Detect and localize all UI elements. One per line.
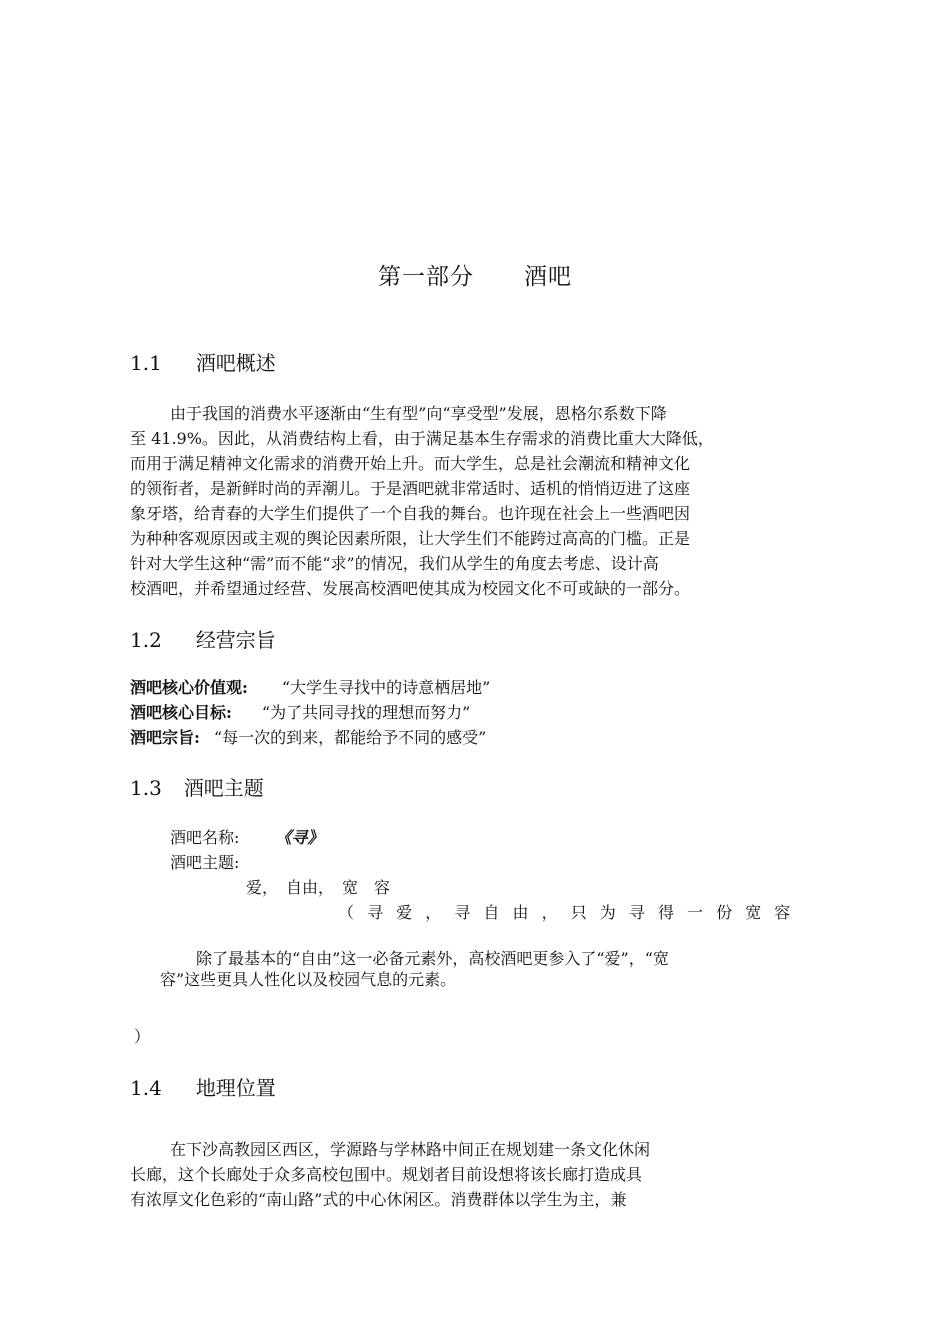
paragraph-line: 校酒吧，并希望通过经营、发展高校酒吧使其成为校园文化不可或缺的一部分。: [130, 579, 691, 598]
title-part: 第一部分: [378, 264, 474, 290]
paragraph-line: 长廊，这个长廊处于众多高校包围中。规划者目前设想将该长廊打造成具: [130, 1165, 643, 1184]
bar-name-row: 酒吧名称: 《寻》: [170, 828, 324, 847]
paragraph-line: 而用于满足精神文化需求的消费开始上升。而大学生，总是社会潮流和精神文化: [130, 454, 691, 473]
paragraph-line: 针对大学生这种“需”而不能“求”的情况，我们从学生的角度去考虑、设计高: [130, 554, 659, 573]
paragraph-line: 象牙塔，给青春的大学生们提供了一个自我的舞台。也许现在社会上一些酒吧因: [130, 504, 691, 523]
paragraph-line: 容”这些更具人性化以及校园气息的元素。: [160, 970, 457, 989]
paragraph-line: 的领衔者，是新鲜时尚的弄潮儿。于是酒吧就非常适时、适机的悄悄迈进了这座: [130, 479, 691, 498]
paragraph-line: 为种种客观原因或主观的舆论因素所限，让大学生们不能跨过高高的门槛。正是: [130, 529, 691, 548]
section-heading-1-1: 1.1 酒吧概述: [130, 351, 276, 375]
bar-theme-label: 酒吧主题:: [170, 853, 240, 872]
mission-item: 酒吧核心价值观: “大学生寻找中的诗意栖居地”: [130, 678, 491, 697]
paragraph-line: 在下沙高教园区西区，学源路与学林路中间正在规划建一条文化休闲: [170, 1140, 651, 1159]
mission-item: 酒吧核心目标: “为了共同寻找的理想而努力”: [130, 703, 471, 722]
paragraph-line: 由于我国的消费水平逐渐由“生有型”向“享受型”发展，恩格尔系数下降: [170, 404, 667, 423]
section-heading-1-3: 1.3 酒吧主题: [130, 776, 264, 800]
section-heading-1-2: 1.2 经营宗旨: [130, 628, 276, 652]
bar-theme-sub: （ 寻 爱 ， 寻 自 由 ， 只 为 寻 得 一 份 宽 容: [338, 903, 795, 922]
paragraph-line: 除了最基本的“自由”这一必备元素外，高校酒吧更参入了“爱”，“宽: [196, 949, 669, 968]
mission-item: 酒吧宗旨: “每一次的到来，都能给予不同的感受”: [130, 728, 487, 747]
section-heading-1-4: 1.4 地理位置: [130, 1076, 276, 1100]
paragraph-line: 至 41.9%。因此，从消费结构上看，由于满足基本生存需求的消费比重大大降低，: [130, 429, 714, 448]
closing-paren: ）: [134, 1027, 151, 1046]
title-name: 酒吧: [524, 264, 572, 290]
page-title: [0, 258, 950, 291]
bar-theme-words: 爱， 自由， 宽 容: [246, 878, 391, 897]
paragraph-line: 有浓厚文化色彩的“南山路”式的中心休闲区。消费群体以学生为主，兼: [130, 1190, 627, 1209]
